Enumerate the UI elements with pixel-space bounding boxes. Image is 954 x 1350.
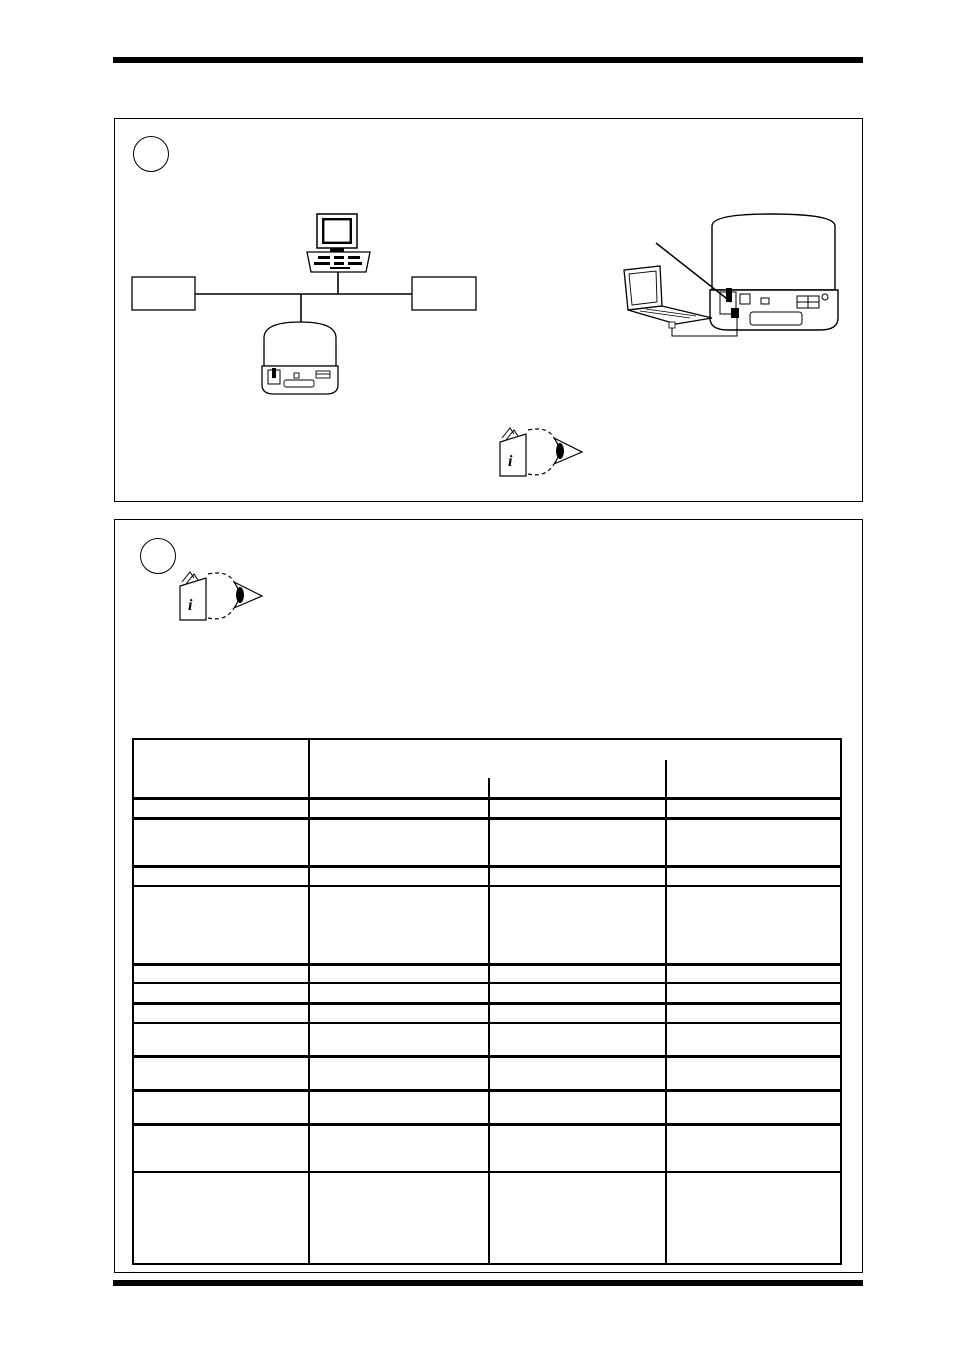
step-marker-2 <box>140 538 176 574</box>
table-row <box>134 817 840 820</box>
table-row <box>134 865 840 868</box>
table-row <box>134 885 840 887</box>
projector-icon-large <box>710 214 838 330</box>
laptop-icon <box>624 266 712 324</box>
network-device-box-right <box>412 277 476 310</box>
table-row <box>134 1002 840 1005</box>
table-row <box>134 1089 840 1092</box>
footer-rule <box>113 1280 863 1286</box>
table-row <box>134 1123 840 1126</box>
spec-table <box>132 738 842 1265</box>
manual-eye-icon <box>500 428 582 476</box>
table-row <box>134 797 840 800</box>
projector-icon-small <box>262 322 338 394</box>
table-row <box>134 982 840 984</box>
table-row <box>134 1022 840 1024</box>
table-row <box>134 963 840 966</box>
table-col-divider-3 <box>665 760 667 1263</box>
desktop-computer-icon <box>307 214 370 272</box>
table-row <box>134 1055 840 1058</box>
svg-text:i: i <box>188 597 193 614</box>
network-diagram <box>0 0 954 520</box>
manual-eye-icon-2 <box>178 568 268 622</box>
table-col-divider-2 <box>488 778 490 1263</box>
network-device-box-left <box>132 277 195 310</box>
table-row <box>134 1171 840 1173</box>
svg-text:i: i <box>508 453 513 470</box>
